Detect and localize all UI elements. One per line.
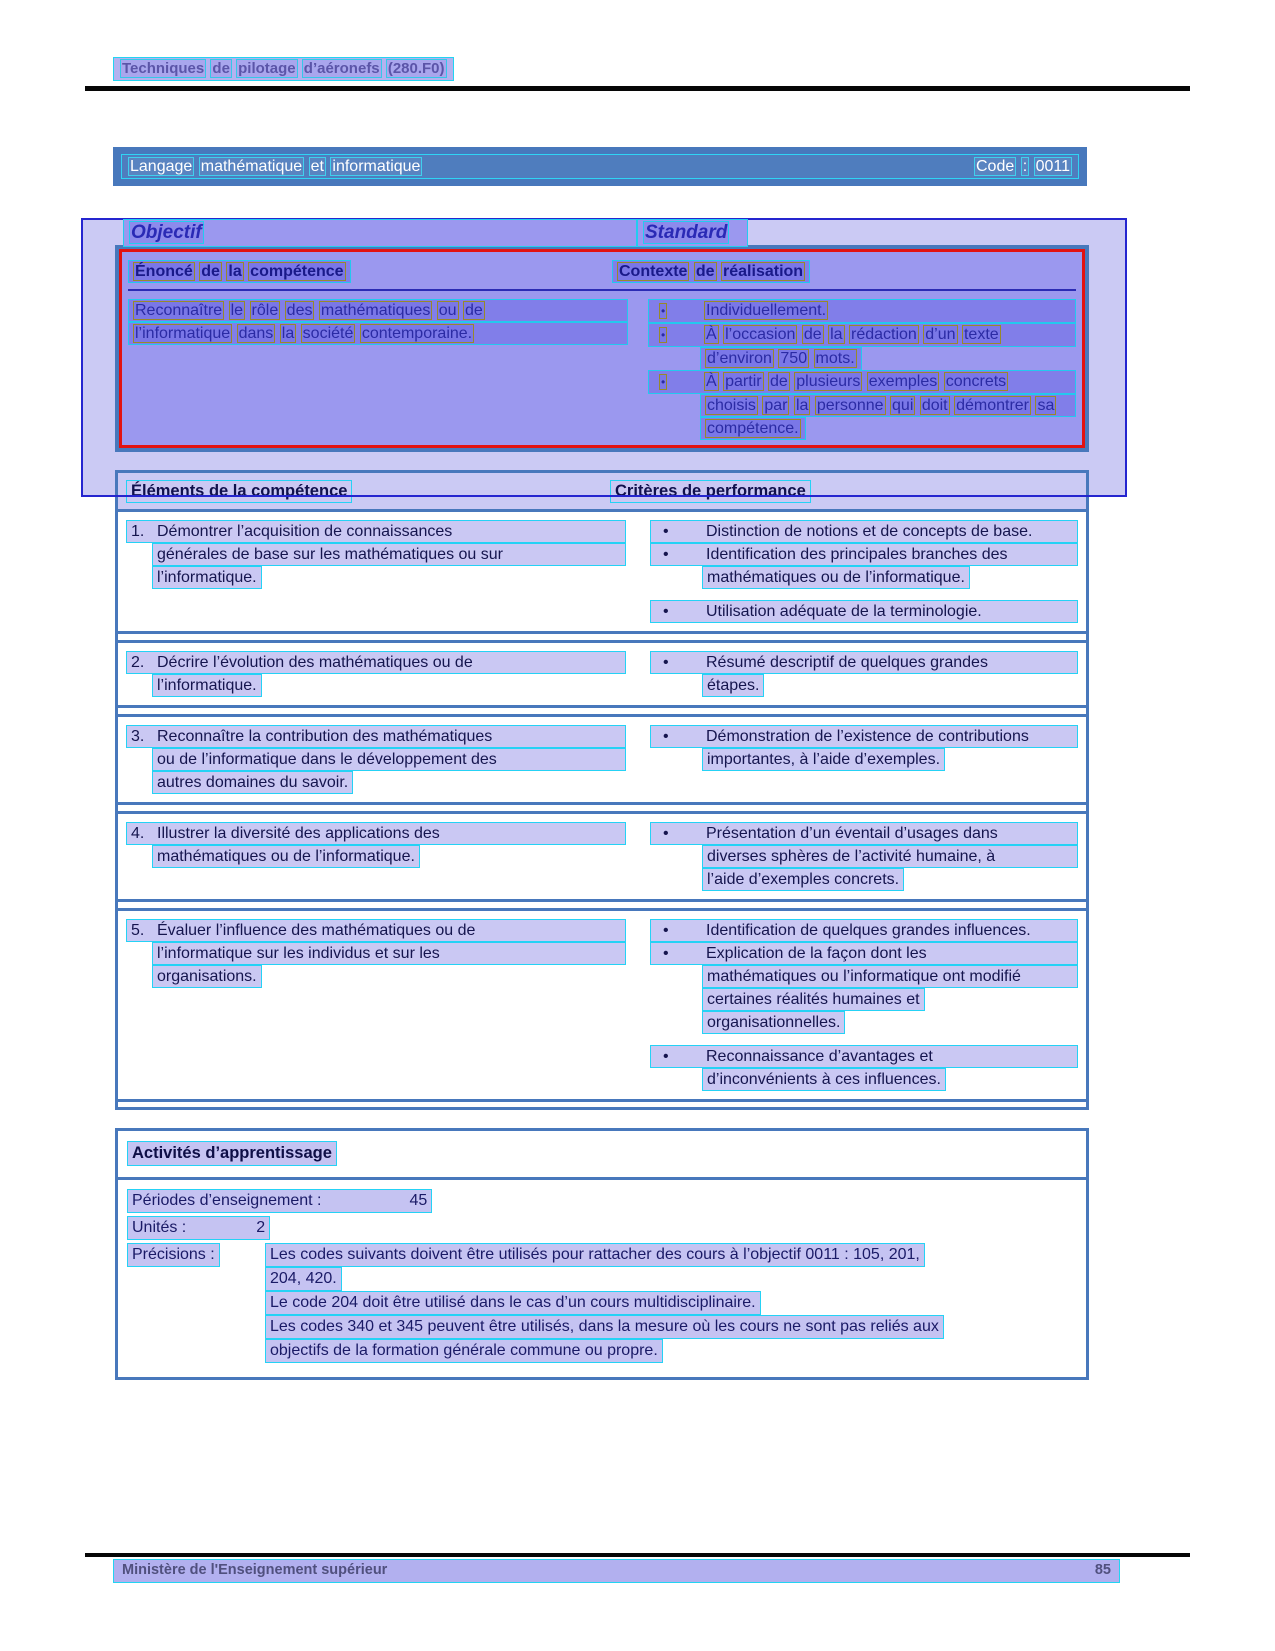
activities-title: Activités d’apprentissage [132,1144,332,1162]
table-row: 2. Décrire l’évolution des mathématiques ou de l’informatique. • Résumé descriptif de quelques grandes étapes. [118,640,1086,708]
precision-line: Les codes 340 et 345 peuvent être utilisés, dans la mesure où les cours ne sont pas reliés aux [265,1315,944,1339]
precision-line: Les codes suivants doivent être utilisés pour rattacher des cours à l’objectif 0011 : 105, 201, [265,1243,925,1267]
footer-page-number: 85 [1094,1562,1111,1578]
precisions-label: Précisions : [127,1243,220,1267]
lower-content [115,470,1089,1380]
course-code: Code : 0011 [975,158,1070,175]
standard-heading: Standard [637,219,748,247]
footer [113,1559,1120,1583]
precisions-block [127,1243,1077,1363]
bullet-icon: • [663,922,669,939]
statement-line: l’informatique dans la société contemporaine. [128,322,628,345]
course-title: Langage mathématique et informatique [130,158,421,175]
units-line [127,1216,1077,1243]
table-row: 4. Illustrer la diversité des applications des mathématiques ou de l’informatique. • Présentation d’un éventail d’usages dans diverses sphères de l’activité humaine, à l’aide d’exemples concrets. [118,811,1086,902]
periods-value: 45 [409,1192,428,1209]
running-header-title: Techniques de pilotage d’aéronefs (280.F0) [113,57,454,81]
element-number: 2. [131,654,145,671]
enonce-headers [128,258,1076,283]
precision-line: objectifs de la formation générale commune ou propre. [265,1339,663,1363]
context-bullets [648,299,1076,440]
context-bullet: • À partir de plusieurs exemples concrets choisis par la personne qui doit démontrer sa compétence. [648,370,1076,440]
bullet-icon: • [661,304,666,318]
element-number: 1. [131,523,145,540]
activities-header [118,1131,1086,1180]
table-row: 1. Démontrer l’acquisition de connaissances générales de base sur les mathématiques ou sur l’informatique. • Distinction de notions et de concepts de base. • Identification des principales branches des mathématiques ou de l’informatique. • Utilisation adéquate de la terminologie. [118,512,1086,634]
context-bullet: • Individuellement. [648,299,1076,323]
title-bar-highlight [121,154,1079,179]
bullet-icon: • [663,945,669,962]
enonce-divider [128,289,1076,291]
running-header [113,57,454,81]
enonce-box-frame [115,245,1089,452]
enonce-box [119,249,1085,448]
element-number: 5. [131,922,145,939]
enonce-header-left: Énoncé de la compétence [128,260,351,283]
element-number: 3. [131,728,145,745]
bullet-icon: • [661,328,666,342]
periods-label: Périodes d’enseignement : [132,1192,322,1209]
table-row: 5. Évaluer l’influence des mathématiques ou de l’informatique sur les individus et sur les organisations. • Identification de quelques grandes influences. • Explication de la façon dont les mathématiques ou l’informatique ont modifié certaines réalités humaines et organisationnelles. • Reconnaissance d’avantages et d’inconvénients à ces influences. [118,908,1086,1102]
elements-table-headers [118,473,1086,512]
units-label: Unités : [132,1219,187,1236]
criteres-header: Critères de performance [610,480,811,503]
bullet-icon: • [663,523,669,540]
bullet-icon: • [663,603,669,620]
bullet-icon: • [663,825,669,842]
objectif-heading: Objectif [123,219,637,247]
context-bullet: • À l’occasion de la rédaction d’un texte d’environ 750 mots. [648,323,1076,370]
bullet-icon: • [663,728,669,745]
title-bar [113,147,1087,186]
enonce-header-right: Contexte de réalisation [612,260,810,283]
footer-rule [85,1553,1190,1557]
elements-table [115,470,1089,1110]
precision-line: 204, 420. [265,1267,342,1291]
units-value: 2 [256,1219,266,1236]
top-rule [85,86,1190,91]
bullet-icon: • [663,654,669,671]
activities-box [115,1128,1089,1380]
statement-line: Reconnaître le rôle des mathématiques ou de [128,299,628,322]
precision-line: Le code 204 doit être utilisé dans le cas d’un cours multidisciplinaire. [265,1291,761,1315]
footer-ministry: Ministère de l'Enseignement supérieur [122,1562,388,1578]
periods-line [127,1189,1077,1216]
table-row: 3. Reconnaître la contribution des mathématiques ou de l’informatique dans le développement des autres domaines du savoir. • Démonstration de l’existence de contributions importantes, à l’aide d’exemples. [118,714,1086,805]
bullet-icon: • [663,1048,669,1065]
bullet-icon: • [663,546,669,563]
competence-statement [128,299,628,440]
enonce-body [128,299,1076,440]
element-number: 4. [131,825,145,842]
elements-header: Éléments de la compétence [126,480,352,503]
bullet-icon: • [661,375,666,389]
